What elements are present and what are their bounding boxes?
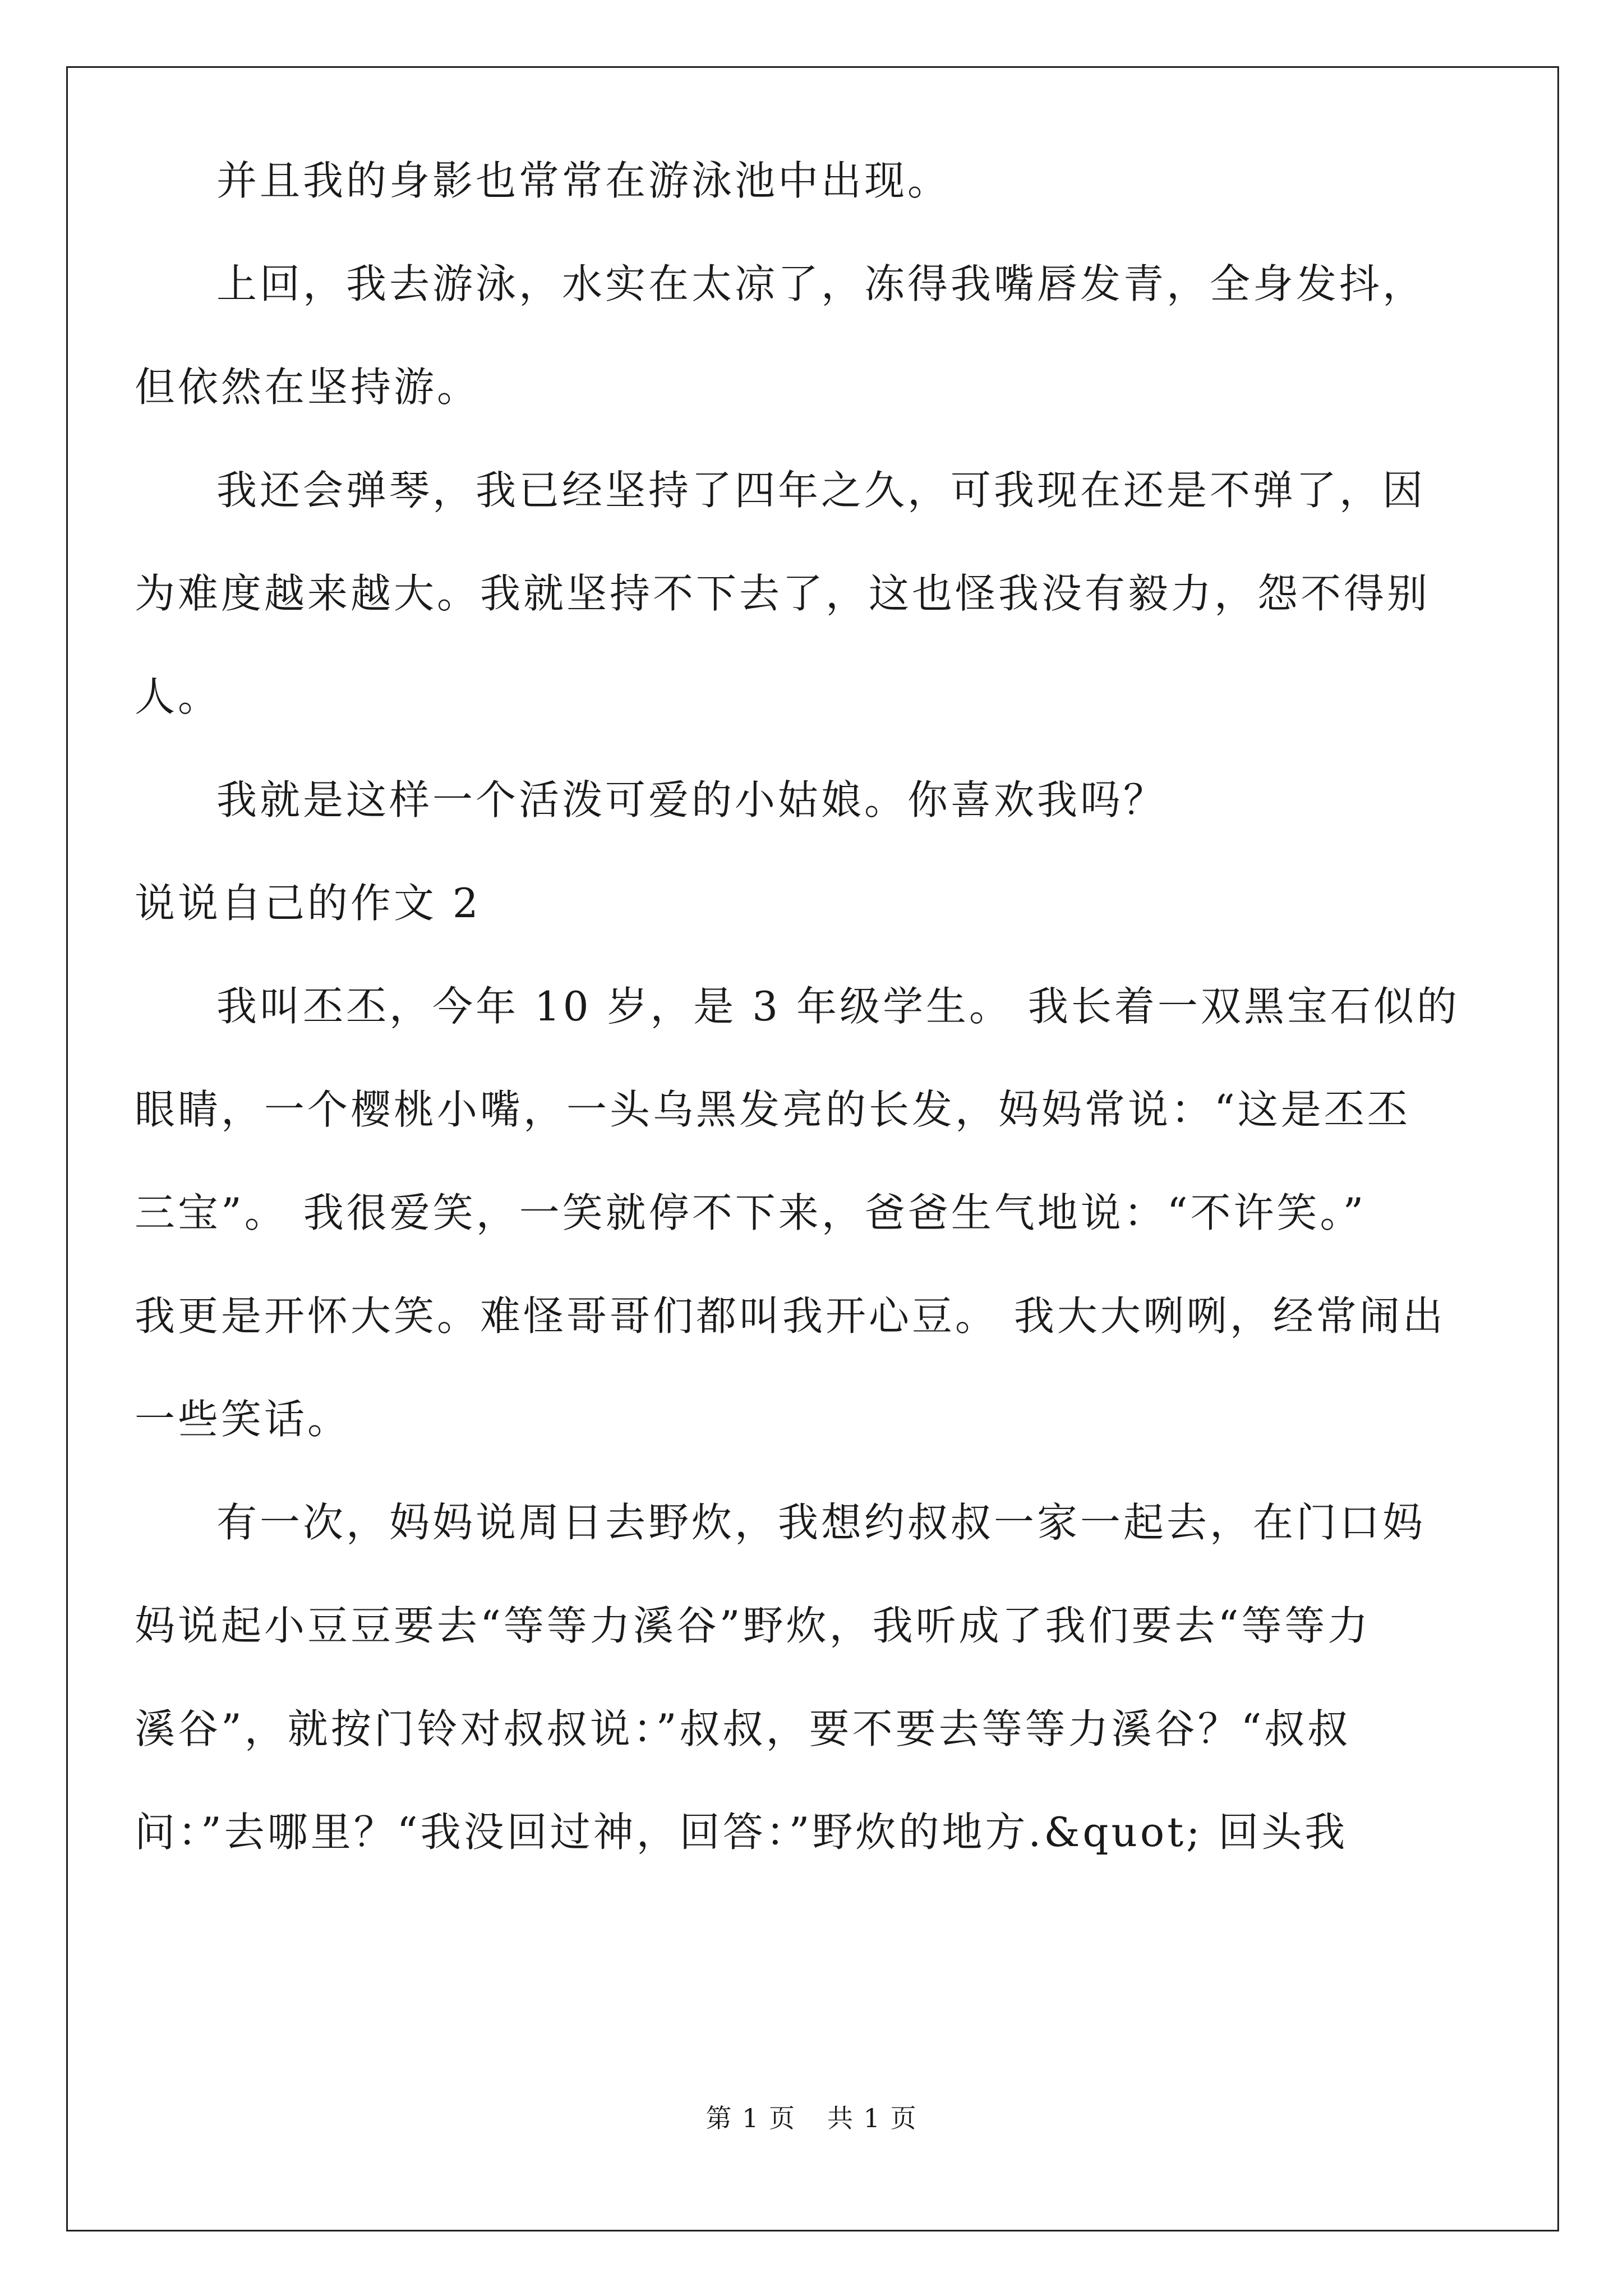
document-body: [135, 129, 1497, 1884]
section-heading: 说说自己的作文 2: [135, 880, 481, 927]
text-line: 眼睛，一个樱桃小嘴，一头乌黑发亮的长发，妈妈常说：“这是丕丕: [135, 1086, 1410, 1133]
text-line: 我就是这样一个活泼可爱的小姑娘。你喜欢我吗？: [216, 776, 1167, 823]
text-line: 问：”去哪里？“我没回过神，回答：”野炊的地方.&quot; 回头我: [135, 1809, 1348, 1856]
text-line: 有一次，妈妈说周日去野炊，我想约叔叔一家一起去，在门口妈: [216, 1499, 1426, 1546]
text-line: 我叫丕丕，今年 10 岁，是 3 年级学生。 我长着一双黑宝石似的: [216, 983, 1460, 1030]
text-line: 妈说起小豆豆要去“等等力溪谷”野炊，我听成了我们要去“等等力: [135, 1602, 1371, 1649]
text-line: 我还会弹琴，我已经坚持了四年之久，可我现在还是不弹了，因: [216, 467, 1426, 514]
text-line: 三宝”。 我很爱笑，一笑就停不下来，爸爸生气地说：“不许笑。”: [135, 1189, 1367, 1236]
text-line: 一些笑话。: [135, 1396, 351, 1443]
text-line: 但依然在坚持游。: [135, 364, 481, 411]
text-line: 为难度越来越大。我就坚持不下去了，这也怪我没有毅力，怨不得别: [135, 570, 1431, 617]
text-line: 上回，我去游泳，水实在太凉了，冻得我嘴唇发青，全身发抖，: [216, 260, 1426, 307]
text-line: 我更是开怀大笑。难怪哥哥们都叫我开心豆。 我大大咧咧，经常闹出: [135, 1292, 1446, 1340]
text-line: 溪谷”，就按门铃对叔叔说：”叔叔，要不要去等等力溪谷？“叔叔: [135, 1705, 1351, 1752]
total-pages: 共 1 页: [827, 2103, 917, 2133]
text-line: 并且我的身影也常常在游泳池中出现。: [216, 157, 951, 204]
text-line: 人。: [135, 673, 222, 720]
page-number: 第 1 页: [706, 2103, 796, 2133]
page-footer: [0, 2098, 1623, 2135]
